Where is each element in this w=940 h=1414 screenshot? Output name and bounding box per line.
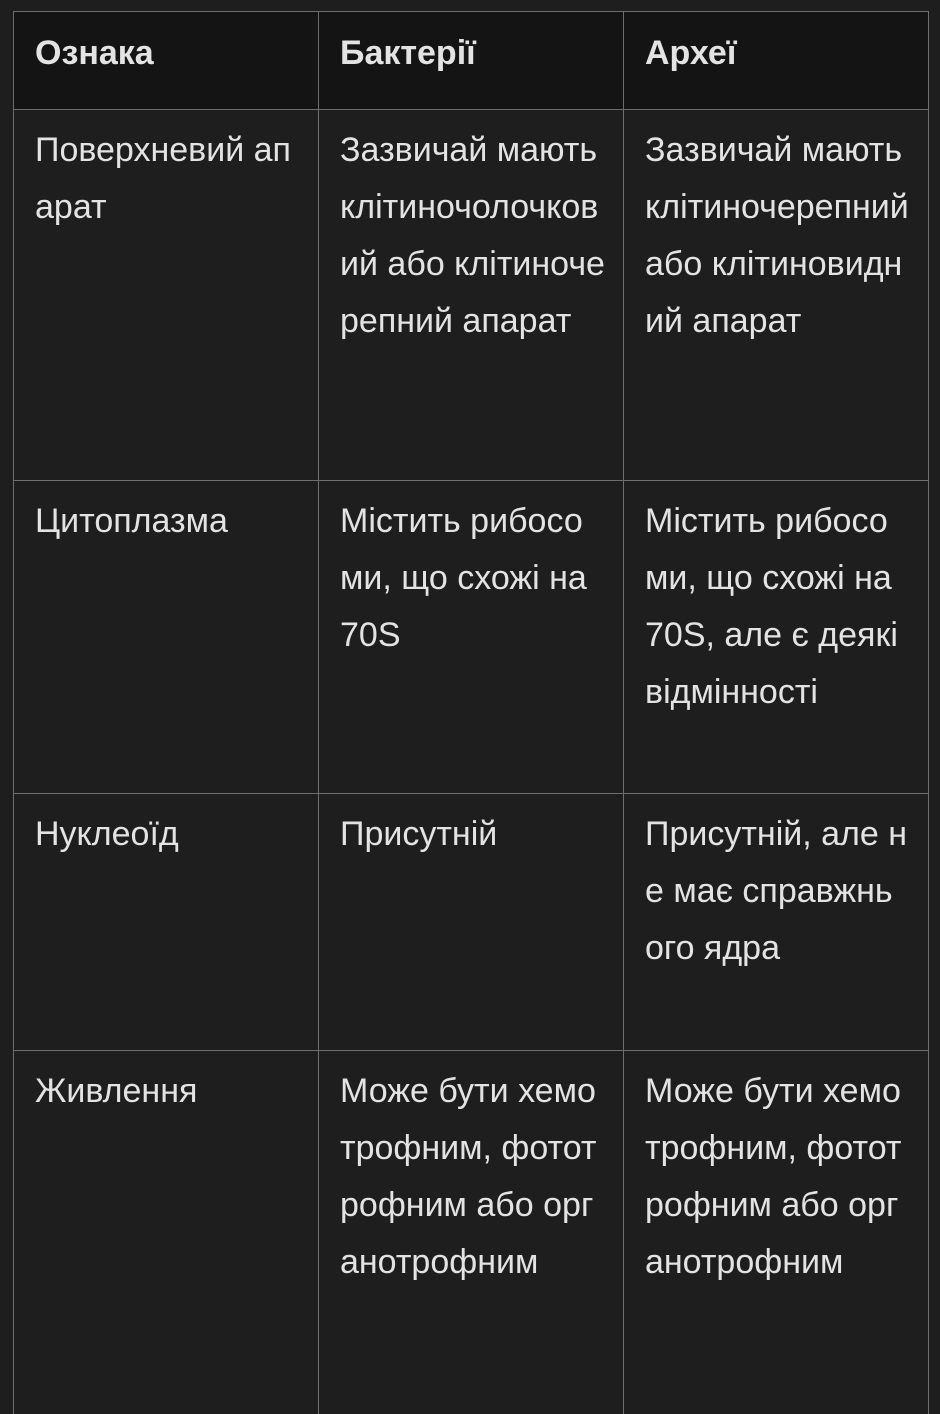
cell-archaea: Присутній, але не має справжнього ядра: [624, 794, 929, 1051]
table-row: [14, 110, 929, 481]
cell-archaea: Може бути хемотрофним, фототрофним або органотрофним: [624, 1051, 929, 1414]
cell-bacteria: Зазвичай мають клітиночолочковий або клітиночерепний апарат: [319, 110, 624, 481]
table-body: [14, 110, 929, 1414]
header-row: [14, 12, 929, 110]
cell-bacteria: Може бути хемотрофним, фототрофним або органотрофним: [319, 1051, 624, 1414]
cell-bacteria: Містить рибосоми, що схожі на 70S: [319, 481, 624, 794]
cell-archaea: Містить рибосоми, що схожі на 70S, але є деякі відмінності: [624, 481, 929, 794]
cell-bacteria: Присутній: [319, 794, 624, 1051]
table-row: [14, 481, 929, 794]
cell-feature: Живлення: [14, 1051, 319, 1414]
header-cell-bacteria: Бактерії: [319, 12, 624, 110]
table-row: [14, 1051, 929, 1414]
comparison-table: [13, 11, 929, 1414]
table-row: [14, 794, 929, 1051]
cell-archaea: Зазвичай мають клітиночерепний або клітиновидний апарат: [624, 110, 929, 481]
header-cell-feature: Ознака: [14, 12, 319, 110]
cell-feature: Цитоплазма: [14, 481, 319, 794]
header-cell-archaea: Археї: [624, 12, 929, 110]
table-header: [14, 12, 929, 110]
cell-feature: Поверхневий апарат: [14, 110, 319, 481]
cell-feature: Нуклеоїд: [14, 794, 319, 1051]
